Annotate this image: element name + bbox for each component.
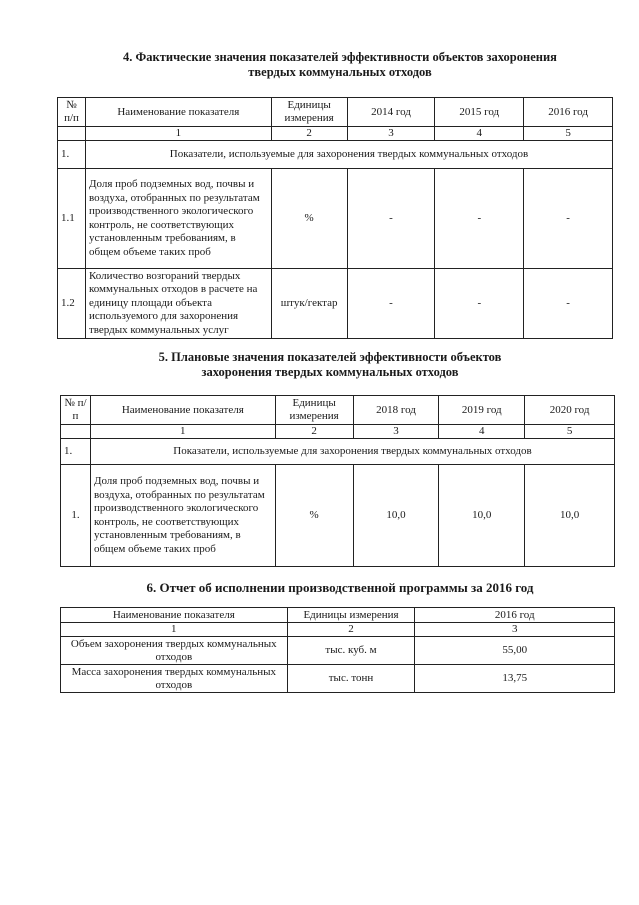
row-value: 55,00 <box>415 637 615 665</box>
section5-title-line1: 5. Плановые значения показателей эффективности объектов <box>158 350 502 364</box>
table-row <box>61 665 615 693</box>
group-num: 1. <box>58 141 86 169</box>
section4-title-line1: 4. Фактические значения показателей эффективности объектов захоронения <box>123 50 557 64</box>
row-num: 1.1 <box>58 169 86 269</box>
row-value-2: 10,0 <box>439 465 525 567</box>
col-number-empty <box>58 127 86 141</box>
row-unit: тыс. тонн <box>287 665 415 693</box>
header-year-2: 2019 год <box>439 396 525 425</box>
section5-title <box>60 350 600 380</box>
col-number: 3 <box>415 623 615 637</box>
row-name: Доля проб подземных вод, почвы и воздуха, отобранных по результатам производственного экологического контроль, не соответствующих установленным требованиям, в общем объеме таких проб <box>85 169 271 269</box>
section4-title <box>60 50 620 80</box>
col-number: 2 <box>275 425 353 439</box>
col-number: 3 <box>353 425 439 439</box>
header-year-3: 2016 год <box>524 98 613 127</box>
section4-title-line2: твердых коммунальных отходов <box>248 65 432 79</box>
col-number: 5 <box>524 127 613 141</box>
header-name: Наименование показателя <box>90 396 275 425</box>
row-value-3: - <box>524 269 613 339</box>
table-row <box>61 465 615 567</box>
group-label: Показатели, используемые для захоронения твердых коммунальных отходов <box>90 439 614 465</box>
col-number: 4 <box>435 127 524 141</box>
group-num: 1. <box>61 439 91 465</box>
header-year-2: 2015 год <box>435 98 524 127</box>
row-name: Количество возгораний твердых коммунальных отходов в расчете на единицу площади объекта используемого для захоронения твердых коммунальных услуг <box>85 269 271 339</box>
header-year-1: 2014 год <box>347 98 435 127</box>
section5-table <box>60 395 615 567</box>
row-name: Масса захоронения твердых коммунальных отходов <box>61 665 288 693</box>
row-num: 1.2 <box>58 269 86 339</box>
header-num: № п/п <box>58 98 86 127</box>
row-unit: тыс. куб. м <box>287 637 415 665</box>
header-year-1: 2018 год <box>353 396 439 425</box>
section6-title <box>70 580 610 595</box>
table-row <box>58 269 613 339</box>
table-header-row <box>61 396 615 425</box>
header-name: Наименование показателя <box>85 98 271 127</box>
col-number: 2 <box>271 127 347 141</box>
col-number: 1 <box>85 127 271 141</box>
group-row <box>61 439 615 465</box>
row-value: 13,75 <box>415 665 615 693</box>
header-year-3: 2020 год <box>525 396 615 425</box>
row-num: 1. <box>61 465 91 567</box>
section6-title-text: 6. Отчет об исполнении производственной программы за 2016 год <box>146 580 534 595</box>
col-number: 1 <box>90 425 275 439</box>
col-number: 2 <box>287 623 415 637</box>
section4-table <box>57 97 613 339</box>
row-value-2: - <box>435 169 524 269</box>
header-name: Наименование показателя <box>61 608 288 623</box>
col-number-row <box>61 623 615 637</box>
row-unit: % <box>271 169 347 269</box>
row-name: Доля проб подземных вод, почвы и воздуха, отобранных по результатам производственного экологического контроль, не соответствующих установленным требованиям, в общем объеме таких проб <box>90 465 275 567</box>
row-value-3: - <box>524 169 613 269</box>
table-row <box>61 637 615 665</box>
row-unit: % <box>275 465 353 567</box>
col-number: 4 <box>439 425 525 439</box>
row-value-3: 10,0 <box>525 465 615 567</box>
col-number: 1 <box>61 623 288 637</box>
row-value-2: - <box>435 269 524 339</box>
header-year: 2016 год <box>415 608 615 623</box>
row-value-1: - <box>347 269 435 339</box>
col-number: 5 <box>525 425 615 439</box>
row-value-1: 10,0 <box>353 465 439 567</box>
table-header-row <box>58 98 613 127</box>
group-label: Показатели, используемые для захоронения твердых коммунальных отходов <box>85 141 612 169</box>
header-unit: Единицы измерения <box>275 396 353 425</box>
row-name: Объем захоронения твердых коммунальных отходов <box>61 637 288 665</box>
header-num: № п/п <box>61 396 91 425</box>
header-unit: Единицы измерения <box>287 608 415 623</box>
group-row <box>58 141 613 169</box>
row-unit: штук/гектар <box>271 269 347 339</box>
row-value-1: - <box>347 169 435 269</box>
section5-title-line2: захоронения твердых коммунальных отходов <box>201 365 459 379</box>
header-unit: Единицы измерения <box>271 98 347 127</box>
col-number-row <box>58 127 613 141</box>
table-row <box>58 169 613 269</box>
col-number-empty <box>61 425 91 439</box>
table-header-row <box>61 608 615 623</box>
col-number: 3 <box>347 127 435 141</box>
col-number-row <box>61 425 615 439</box>
section6-table <box>60 607 615 693</box>
